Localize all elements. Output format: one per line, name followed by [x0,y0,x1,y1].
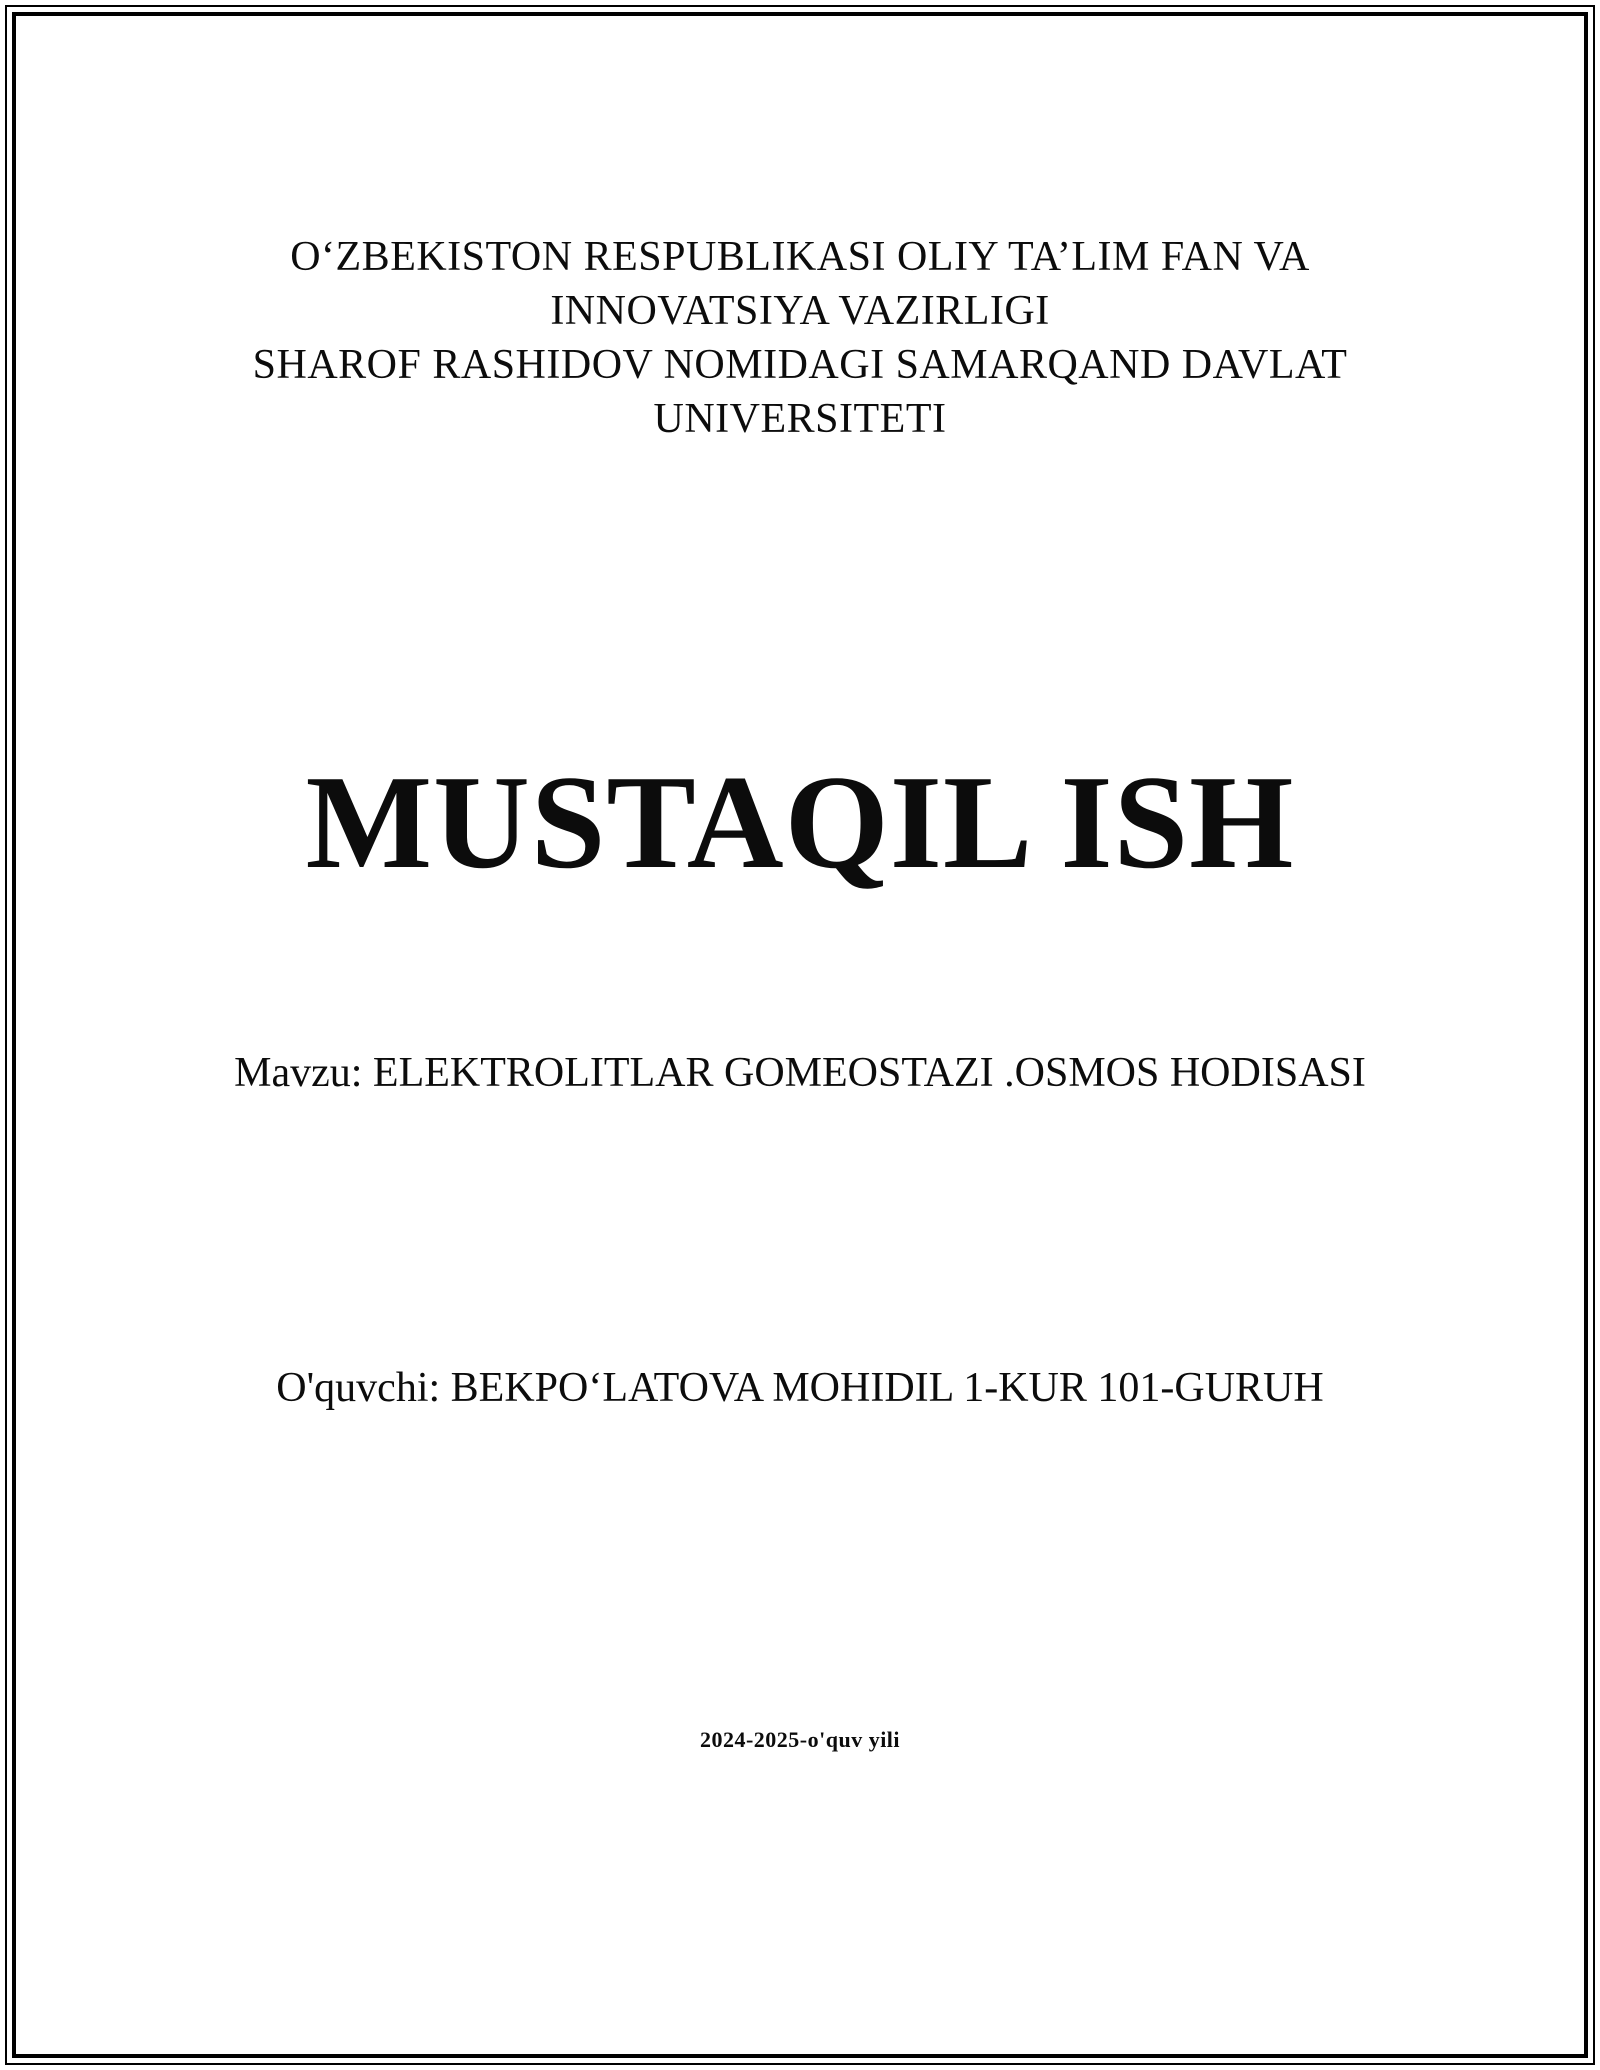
academic-year-line: 2024-2025-o'quv yili [699,1727,901,1752]
ministry-header [0,230,1600,446]
header-line-university: SHAROF RASHIDOV NOMIDAGI SAMARQAND DAVLAT [252,342,1348,388]
student-line: O'quvchi: BEKPO‘LATOVA MOHIDIL 1-KUR 101-GURUH [276,1365,1324,1411]
header-line-ministry-2: INNOVATSIYA VAZIRLIGI [550,288,1050,334]
topic-line: Mavzu: ELEKTROLITLAR GOMEOSTAZI .OSMOS HODISASI [234,1050,1366,1096]
header-line-university-2: UNIVERSITETI [653,396,947,442]
header-line-ministry: O‘ZBEKISTON RESPUBLIKASI OLIY TA’LIM FAN VA [290,234,1310,280]
document-title: MUSTAQIL ISH [305,748,1295,896]
